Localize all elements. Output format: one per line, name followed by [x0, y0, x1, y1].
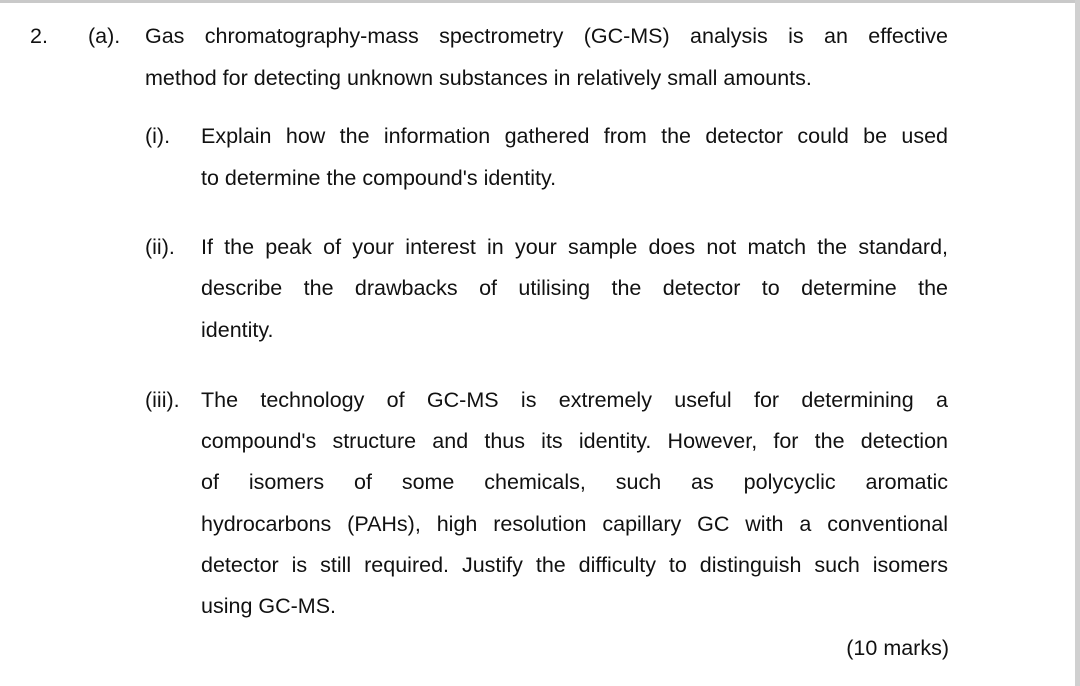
page-top-border — [0, 0, 1080, 3]
subquestion-ii-line-3: identity. — [201, 318, 274, 342]
intro-line-2: method for detecting unknown substances in relatively small amounts. — [145, 66, 812, 90]
subquestion-iii-line-4: hydrocarbons (PAHs), high resolution capillary GC with a conventional — [201, 512, 948, 536]
subquestion-i-line-2: to determine the compound's identity. — [201, 166, 557, 190]
subquestion-ii-line-2: describe the drawbacks of utilising the detector to determine the — [201, 276, 948, 300]
subquestion-iii-line-6: using GC-MS. — [201, 594, 337, 618]
subquestion-iii-line-3: of isomers of some chemicals, such as polycyclic aromatic — [201, 470, 948, 494]
marks-label: (10 marks) — [846, 636, 949, 660]
part-label: (a). — [88, 24, 121, 48]
subquestion-label-i: (i). — [145, 124, 171, 148]
subquestion-iii-line-5: detector is still required. Justify the difficulty to distinguish such isomers — [201, 553, 948, 577]
intro-line-1: Gas chromatography-mass spectrometry (GC-MS) analysis is an effective — [145, 24, 948, 48]
question-number: 2. — [30, 24, 48, 48]
subquestion-ii-line-1: If the peak of your interest in your sample does not match the standard, — [201, 235, 948, 259]
subquestion-label-ii: (ii). — [145, 235, 175, 259]
subquestion-label-iii: (iii). — [145, 388, 180, 412]
subquestion-iii-line-1: The technology of GC-MS is extremely useful for determining a — [201, 388, 948, 412]
subquestion-i-line-1: Explain how the information gathered from the detector could be used — [201, 124, 948, 148]
subquestion-iii-line-2: compound's structure and thus its identity. However, for the detection — [201, 429, 948, 453]
page-right-border — [1075, 0, 1080, 686]
